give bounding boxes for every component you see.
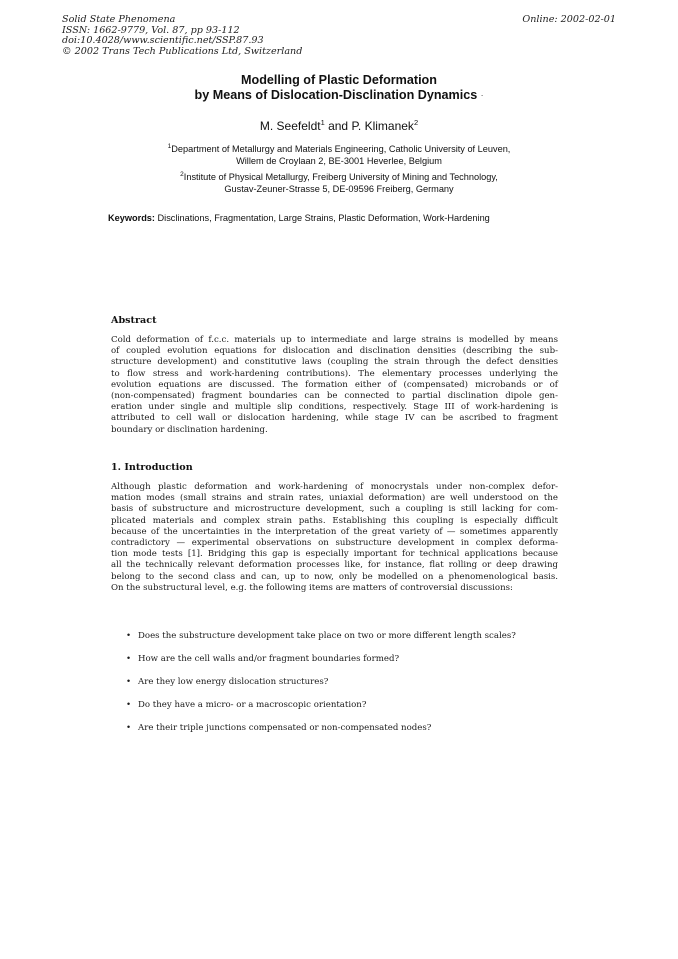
title-dot: · — [480, 91, 484, 101]
introduction-line: all the technically relevant deformation processes like, for instance, flat rolling or deep drawing — [111, 560, 558, 571]
bullet-marker: • — [126, 700, 132, 710]
abstract-line: evolution equations are discussed. The formation either of (compensated) microbands or of — [111, 379, 558, 390]
copyright-line: © 2002 Trans Tech Publications Ltd, Switzerland — [62, 45, 303, 57]
author-conjunction: and — [324, 119, 352, 133]
author-1: M. Seefeldt — [259, 119, 321, 133]
affiliation-2-mark: 2 — [180, 171, 184, 178]
affiliation-1-line-1: Department of Metallurgy and Materials Engineering, Catholic University of Leuven, — [171, 144, 511, 155]
bullet-marker: • — [126, 723, 132, 733]
bullet-text: Are they low energy dislocation structures? — [138, 677, 329, 687]
introduction-line: Although plastic deformation and work-hardening of monocrystals under non-complex defor- — [111, 482, 558, 492]
abstract-line: boundary or disclination hardening. — [111, 424, 268, 435]
keywords-text: Disclinations, Fragmentation, Large Strains, Plastic Deformation, Work-Hardening — [154, 213, 490, 223]
author-2-affil-mark: 2 — [413, 118, 419, 127]
bullet-item — [126, 723, 431, 733]
introduction-line: contradictory — experimental observations on substructure development in complex deforma- — [111, 538, 558, 549]
introduction-line: mation modes (small strains and strain rates, uniaxial deformation) are well understood on the — [111, 493, 558, 504]
bullet-text: Does the substructure development take place on two or more different length scales? — [138, 631, 516, 641]
introduction-line: plicated materials and complex strain paths. Establishing this coupling is especially difficult — [111, 515, 558, 526]
online-date: Online: 2002-02-01 — [522, 14, 616, 25]
introduction-line: basis of substructure and microstructure development, such a coupling is still lacking for com- — [111, 504, 558, 515]
title-line-2 — [0, 88, 678, 103]
affiliation-2-line-2: Gustav-Zeuner-Strasse 5, DE-09596 Freiberg, Germany — [224, 183, 454, 194]
abstract-line: eration under single and multiple slip conditions, respectively. Stage III of work-hardening is — [111, 402, 558, 413]
author-2: P. Klimanek — [351, 119, 414, 133]
affiliation-1 — [0, 141, 678, 167]
journal-name: Solid State Phenomena — [62, 14, 176, 25]
introduction-line: belong to the second class and can, up to now, only be modelled on a phenomenological basis. — [111, 571, 558, 582]
author-list — [0, 118, 678, 133]
bullet-item — [126, 654, 399, 664]
abstract-line: (non-compensated) fragment boundaries can be connected to partial disclination dipole gen- — [111, 391, 558, 402]
doi-line: doi:10.4028/www.scientific.net/SSP.87.93 — [62, 35, 264, 47]
affiliation-1-mark: 1 — [167, 143, 172, 150]
author-1-affil-mark: 1 — [320, 118, 325, 127]
journal-header — [62, 15, 302, 57]
keywords — [108, 213, 490, 223]
abstract-line: of coupled evolution equations for dislocation and disclination densities (describing the sub- — [111, 346, 558, 357]
introduction-line: because of the uncertainties in the interpretation of the great variety of — sometimes apparently — [111, 526, 558, 537]
title-line-1: Modelling of Plastic Deformation — [241, 73, 437, 87]
affiliation-1-line-2: Willem de Croylaan 2, BE-3001 Heverlee, Belgium — [236, 155, 442, 166]
bullet-text: How are the cell walls and/or fragment boundaries formed? — [138, 654, 400, 664]
issn-line: ISSN: 1662-9779, Vol. 87, pp 93-112 — [62, 24, 240, 36]
bullet-text: Do they have a micro- or a macroscopic orientation? — [138, 700, 367, 710]
keywords-label: Keywords: — [108, 213, 155, 223]
abstract-body — [111, 335, 558, 436]
introduction-body — [111, 482, 558, 594]
bullet-marker: • — [126, 654, 132, 664]
abstract-line: Cold deformation of f.c.c. materials up to intermediate and large strains is modelled by means — [111, 335, 558, 345]
bullet-item — [126, 677, 328, 687]
affiliation-2-line-1: Institute of Physical Metallurgy, Freiberg University of Mining and Technology, — [183, 172, 498, 183]
abstract-line: structure development) and constitutive laws (coupling the strain through the defect densities — [111, 357, 558, 368]
abstract-heading: Abstract — [111, 315, 157, 326]
bullet-marker: • — [126, 631, 132, 641]
bullet-item — [126, 700, 366, 710]
abstract-line: to flow stress and work-hardening contributions). The elementary processes underlying the — [111, 368, 558, 379]
bullet-item — [126, 631, 516, 641]
affiliation-2 — [0, 169, 678, 195]
introduction-heading: 1. Introduction — [111, 462, 193, 473]
title-line-2-text: by Means of Dislocation-Disclination Dynamics — [194, 88, 478, 102]
introduction-line: On the substructural level, e.g. the following items are matters of controversial discussions: — [111, 582, 513, 593]
introduction-line: tion mode tests [1]. Bridging this gap is especially important for technical applications because — [111, 549, 558, 560]
abstract-line: attributed to cell wall or dislocation hardening, while stage IV can be ascribed to fragment — [111, 413, 558, 424]
bullet-marker: • — [126, 677, 132, 687]
bullet-text: Are their triple junctions compensated or non-compensated nodes? — [138, 723, 432, 733]
paper-title — [0, 73, 678, 103]
